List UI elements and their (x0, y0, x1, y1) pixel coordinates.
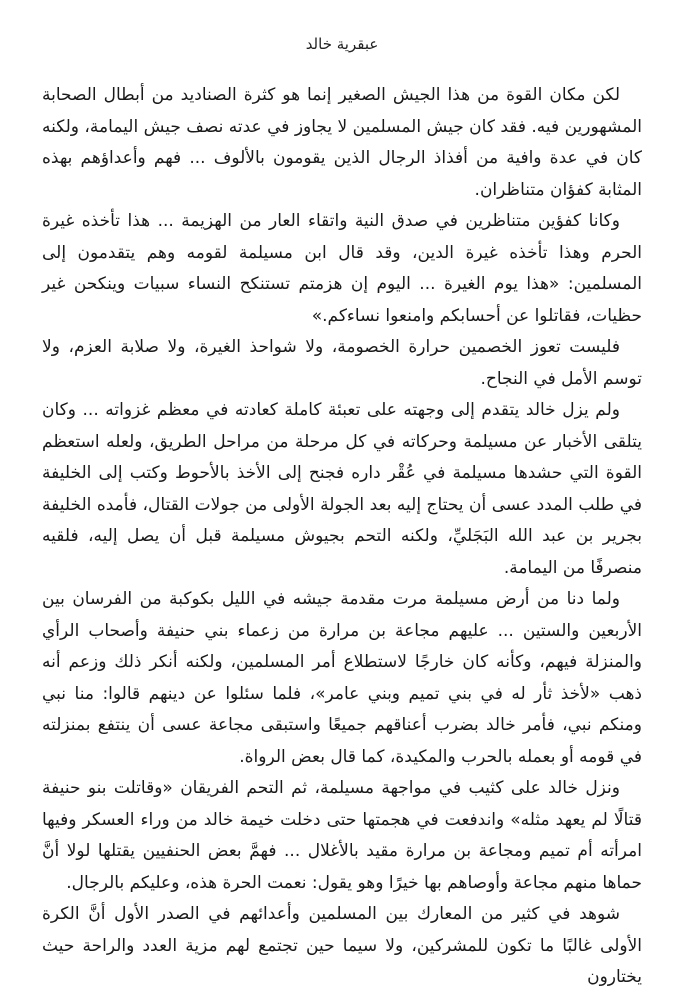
paragraph: وكانا كفؤين متناظرين في صدق النية واتقاء العار من الهزيمة ... هذا تأخذه غيرة الحرم وهذا تأخذه غيرة الدين، وقد قال ابن مسيلمة لقومه وهم يتقدمون إلى المسلمين: «هذا يوم الغيرة ... اليوم إن هزمتم تستنكح النساء سبيات وينكحن غير حظيات، فقاتلوا عن أحسابكم وامنعوا نساءكم.» (42, 211, 642, 326)
running-header-title: عبقرية خالد (305, 35, 379, 53)
body-text (42, 80, 642, 994)
paragraph: شوهد في كثير من المعارك بين المسلمين وأعدائهم في الصدر الأول أنَّ الكرة الأولى غالبًا ما تكون للمشركين، ولا سيما حين تجتمع لهم مزية العدد والراحة حيث يختارون (42, 904, 642, 987)
paragraph: ونزل خالد على كثيب في مواجهة مسيلمة، ثم التحم الفريقان «وقاتلت بنو حنيفة قتالًا لم يعهد مثله» واندفعت في هجمتها حتى دخلت خيمة خالد من وراء العسكر وفيها امرأته أم تميم ومجاعة بن مرارة مقيد بالأغلال ... فهمَّ بعض الحنفيين يقتلها لولا أنَّ حماها منهم مجاعة وأوصاهم بها خيرًا وهو يقول: نعمت الحرة هذه، وعليكم بالرجال. (42, 778, 642, 893)
paragraph: ولم يزل خالد يتقدم إلى وجهته على تعبئة كاملة كعادته في معظم غزواته ... وكان يتلقى الأخبار عن مسيلمة وحركاته في كل مرحلة من مراحل الطريق، ولعله استعظم القوة التي حشدها مسيلمة في عُقْر داره فجنح إلى الأخذ بالأحوط وكتب إلى الخليفة في طلب المدد عسى أن يحتاج إليه بعد الجولة الأولى من جولات القتال، فأمده الخليفة بجرير بن عبد الله البَجَليِّ، ولكنه التحم بجيوش مسيلمة قبل أن يصل إليه، فلقيه منصرفًا من اليمامة. (42, 400, 642, 578)
paragraph: ولما دنا من أرض مسيلمة مرت مقدمة جيشه في الليل بكوكبة من الفرسان بين الأربعين والستين ... عليهم مجاعة بن مرارة من زعماء بني حنيفة وأصحاب الرأي والمنزلة فيهم، وكأنه كان خارجًا لاستطلاع أمر المسلمين، ولكنه أنكر ذلك وزعم أنه ذهب «لأخذ ثأر له في بني تميم وبني عامر»، فلما سئلوا عن دينهم قالوا: منا نبي ومنكم نبي، فأمر خالد بضرب أعناقهم جميعًا واستبقى مجاعة عسى أن ينتفع بمنزلته في قومه أو بعمله بالحرب والمكيدة، كما قال بعض الرواة. (42, 589, 642, 767)
paragraph: فليست تعوز الخصمين حرارة الخصومة، ولا شواحذ الغيرة، ولا صلابة العزم، ولا توسم الأمل في النجاح. (42, 337, 642, 389)
paragraph: لكن مكان القوة من هذا الجيش الصغير إنما هو كثرة الصناديد من أبطال الصحابة المشهورين فيه. فقد كان جيش المسلمين لا يجاوز في عدته نصف جيش اليمامة، ولكنه كان في عدة وافية من أفذاذ الرجال الذين يقومون بالألوف ... فهم وأعداؤهم بهذه المثابة كفؤان متناظران. (42, 85, 642, 200)
